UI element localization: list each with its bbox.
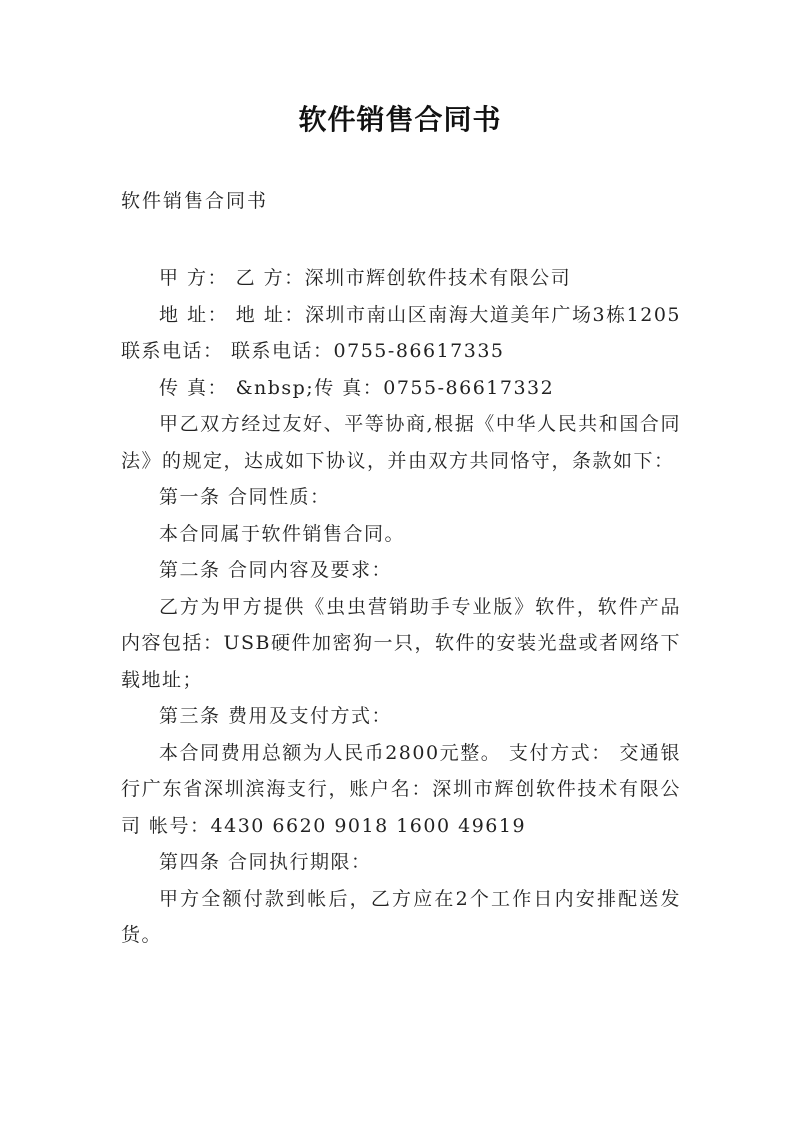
article-1-text: 本合同属于软件销售合同。	[159, 522, 406, 545]
article-3-text: 本合同费用总额为人民币2800元整。 支付方式： 交通银行广东省深圳滨海支行，账户名：深圳市辉创软件技术有限公司 帐号：4430 6620 9018 1600 49619	[121, 741, 681, 837]
document-title: 软件销售合同书	[298, 103, 502, 136]
article-4-heading: 第四条 合同执行期限：	[159, 851, 372, 873]
preamble-paragraph: 甲乙双方经过友好、平等协商,根据《中华人民共和国合同法》的规定，达成如下协议，并由双方共同恪守，条款如下：	[121, 413, 681, 472]
document-body	[121, 260, 681, 954]
article-1-heading: 第一条 合同性质：	[159, 486, 331, 508]
article-2-heading: 第二条 合同内容及要求：	[159, 559, 393, 581]
fax-line: 传 真： &nbsp;传 真：0755-86617332	[159, 376, 555, 399]
article-3-heading: 第三条 费用及支付方式：	[159, 705, 393, 727]
article-2-text: 乙方为甲方提供《虫虫营销助手专业版》软件，软件产品内容包括：USB硬件加密狗一只，软件的安装光盘或者网络下载地址；	[121, 595, 681, 691]
article-4-text: 甲方全额付款到帐后，乙方应在2个工作日内安排配送发货。	[121, 887, 681, 946]
address-phone-line: 地 址： 地 址：深圳市南山区南海大道美年广场3栋1205 联系电话： 联系电话：0755-86617335	[121, 303, 681, 362]
document-subtitle: 软件销售合同书	[121, 190, 269, 212]
party-line: 甲 方： 乙 方：深圳市辉创软件技术有限公司	[159, 267, 572, 289]
